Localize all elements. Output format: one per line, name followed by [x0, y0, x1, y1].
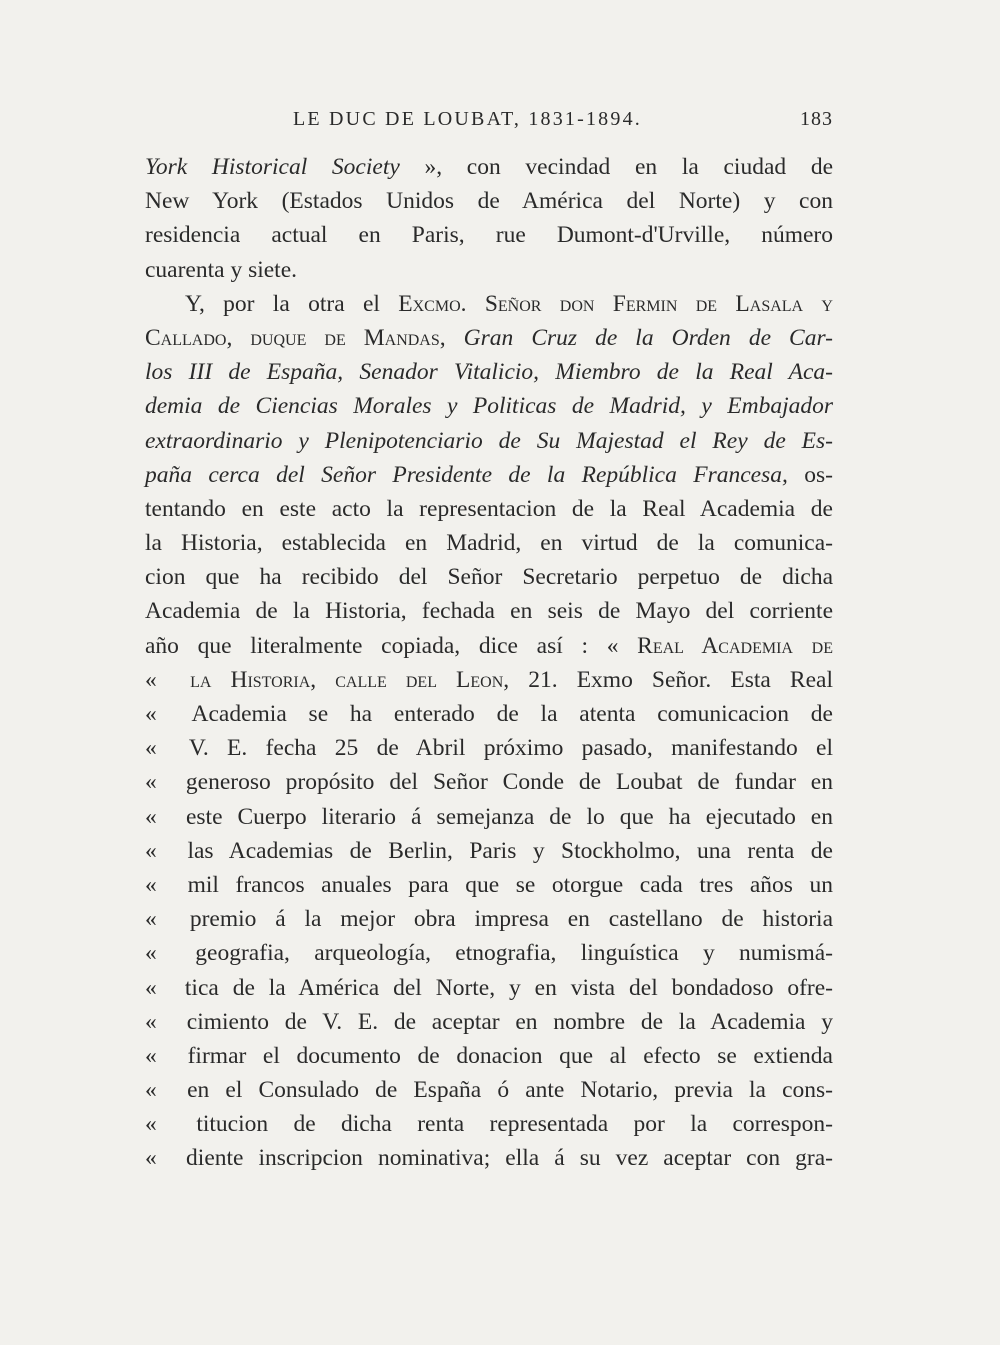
text-line	[145, 1039, 833, 1073]
quote-mark: «	[145, 906, 157, 933]
text-segment: este Cuerpo literario á semejanza de lo que ha ejecutado en	[171, 803, 833, 830]
text-line	[145, 1005, 833, 1039]
text-segment: », con vecindad en la ciudad de	[399, 154, 833, 180]
text-segment: Real Academia de	[637, 632, 833, 659]
text-segment: titucion de dicha renta representada por la correspon-	[171, 1111, 833, 1138]
text-segment: cuarenta y siete.	[145, 256, 298, 283]
text-segment: Y, por la otra el	[185, 290, 399, 317]
text-segment: las Academias de Berlin, Paris y Stockholmo, una renta de	[171, 837, 833, 864]
text-line	[145, 458, 833, 492]
text-line	[145, 663, 833, 697]
text-segment: Academia se ha enterado de la atenta comunicacion de	[171, 701, 833, 727]
quote-mark: «	[145, 1042, 157, 1069]
text-line	[145, 868, 833, 902]
text-segment: New York (Estados Unidos de América del Norte) y con	[145, 188, 833, 215]
text-line	[145, 1141, 833, 1175]
text-line	[145, 355, 833, 389]
quote-mark: «	[145, 1077, 157, 1104]
text-segment: geografia, arqueología, etnografia, linguística y numismá-	[171, 940, 833, 967]
text-segment: generoso propósito del Señor Conde de Loubat de fundar en	[171, 769, 833, 796]
text-segment: los III de España, Senador Vitalicio, Miembro de la Real Aca-	[145, 359, 833, 386]
text-segment: en el Consulado de España ó ante Notario, previa la cons-	[171, 1077, 833, 1104]
text-line	[145, 424, 833, 458]
text-line	[145, 184, 833, 218]
text-line	[145, 594, 833, 628]
text-line	[145, 765, 833, 799]
text-segment: Callado, duque de Mandas,	[145, 324, 446, 351]
text-segment: York Historical Society	[145, 154, 400, 180]
text-segment: tica de la América del Norte, y en vista del bondadoso ofre-	[171, 974, 833, 1001]
text-segment: tentando en este acto la representacion de la Real Academia de	[145, 495, 833, 522]
quote-mark: «	[145, 1145, 157, 1172]
text-line	[145, 492, 833, 526]
text-segment: demia de Ciencias Morales y Politicas de Madrid, y Embajador	[145, 393, 833, 420]
quote-mark: «	[145, 769, 157, 796]
text-segment: premio á la mejor obra impresa en castellano de historia	[171, 906, 833, 933]
quote-mark: «	[145, 1111, 157, 1138]
text-segment: diente inscripcion nominativa; ella á su vez aceptar con gra-	[171, 1145, 833, 1172]
quote-mark: «	[145, 974, 157, 1001]
text-segment: os-	[787, 461, 833, 488]
quote-mark: «	[145, 803, 157, 830]
text-line	[145, 560, 833, 594]
text-line	[145, 834, 833, 868]
text-line	[145, 389, 833, 423]
quote-mark: «	[145, 1008, 157, 1035]
text-segment: la Historia, establecida en Madrid, en virtud de la comunica-	[145, 530, 833, 557]
quote-mark: «	[145, 666, 157, 693]
quote-mark: «	[145, 735, 157, 762]
body-text	[145, 150, 833, 1176]
running-head-title: LE DUC DE LOUBAT, 1831-1894.	[293, 108, 642, 130]
quote-mark: «	[145, 837, 157, 864]
text-line	[145, 697, 833, 731]
running-head	[145, 108, 833, 138]
text-segment: residencia actual en Paris, rue Dumont-d'Urville, número	[145, 222, 833, 249]
text-segment: cion que ha recibido del Señor Secretario perpetuo de dicha	[145, 564, 833, 591]
text-segment: la Historia, calle del Leon,	[171, 666, 510, 693]
text-line	[145, 321, 833, 355]
text-line	[145, 150, 833, 184]
text-segment: paña cerca del Señor Presidente de la República Francesa,	[145, 461, 788, 488]
quote-mark: «	[145, 701, 157, 727]
text-segment: cimiento de V. E. de aceptar en nombre de la Academia y	[171, 1008, 833, 1035]
text-segment: 21. Exmo Señor. Esta Real	[509, 666, 833, 693]
text-line	[145, 253, 833, 287]
text-segment: Gran Cruz de la Orden de Car-	[445, 324, 833, 351]
text-line	[145, 902, 833, 936]
text-line	[145, 218, 833, 252]
text-line	[145, 800, 833, 834]
text-line	[145, 629, 833, 663]
text-line	[145, 971, 833, 1005]
text-segment: mil francos anuales para que se otorgue cada tres años un	[171, 871, 833, 898]
text-line	[145, 731, 833, 765]
text-line	[145, 526, 833, 560]
text-segment: Academia de la Historia, fechada en seis de Mayo del corriente	[145, 598, 833, 625]
page-number: 183	[800, 108, 833, 130]
text-line	[145, 936, 833, 970]
text-segment: V. E. fecha 25 de Abril próximo pasado, manifestando el	[171, 735, 833, 762]
text-segment: Excmo. Señor don Fermin de Lasala y	[398, 290, 833, 317]
quote-mark: «	[145, 940, 157, 967]
text-line	[145, 1073, 833, 1107]
quote-mark: «	[145, 871, 157, 898]
text-line	[145, 1107, 833, 1141]
text-line	[145, 287, 833, 321]
text-segment: año que literalmente copiada, dice así : «	[145, 632, 638, 659]
text-segment: extraordinario y Plenipotenciario de Su Majestad el Rey de Es-	[145, 427, 833, 454]
text-segment: firmar el documento de donacion que al efecto se extienda	[171, 1042, 833, 1069]
